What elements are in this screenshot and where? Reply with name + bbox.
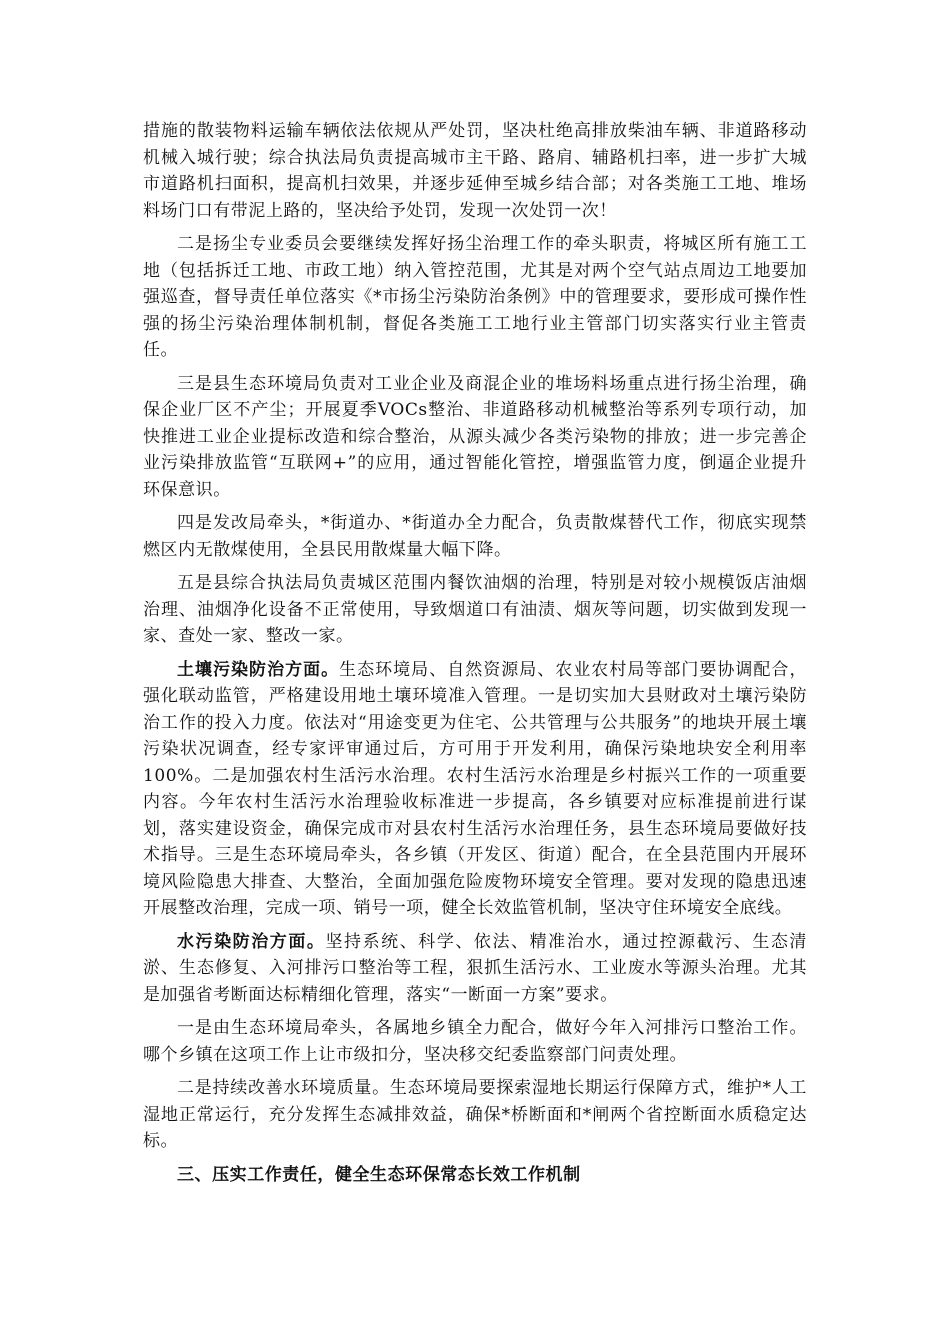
paragraph-text: 一是由生态环境局牵头，各属地乡镇全力配合，做好今年入河排污口整治工作。哪个乡镇在这项工作上让市级扣分，坚决移交纪委监察部门问责处理。 [143, 1018, 807, 1065]
paragraph-text: 措施的散装物料运输车辆依法依规从严处罚，坚决杜绝高排放柴油车辆、非道路移动机械入城行驶；综合执法局负责提高城市主干路、路肩、辅路机扫率，进一步扩大城市道路机扫面积，提高机扫效果，并逐步延伸至城乡结合部；对各类施工工地、堆场料场门口有带泥上路的，坚决给予处罚，发现一次处罚一次！ [143, 121, 807, 221]
paragraph-text: 四是发改局牵头，*街道办、*街道办全力配合，负责散煤替代工作，彻底实现禁燃区内无散煤使用，全县民用散煤量大幅下降。 [143, 513, 807, 560]
paragraph-soil-pollution [143, 657, 807, 922]
paragraph-dust-committee [143, 231, 807, 364]
section-lead-soil: 土壤污染防治方面。 [177, 659, 340, 680]
paragraph-text: 二是持续改善水环境质量。生态环境局要探索湿地长期运行保障方式，维护*人工湿地正常运行，充分发挥生态减排效益，确保*桥断面和*闸两个省控断面水质稳定达标。 [143, 1078, 807, 1151]
paragraph-coal-replacement [143, 510, 807, 563]
paragraph-water-pollution [143, 929, 807, 1009]
paragraph-text: 三是县生态环境局负责对工业企业及商混企业的堆场料场重点进行扬尘治理，确保企业厂区不产尘；开展夏季VOCs整治、非道路移动机械整治等系列专项行动，加快推进工业企业提标改造和综合整治，从源头减少各类污染物的排放；进一步完善企业污染排放监管“互联网+”的应用，通过智能化管控，增强监管力度，倒逼企业提升环保意识。 [143, 373, 807, 500]
paragraph-water-quality [143, 1075, 807, 1155]
paragraph-dust-vehicles [143, 118, 807, 224]
section-heading-three: 三、压实工作责任，健全生态环保常态长效工作机制 [177, 1164, 581, 1185]
section-lead-water: 水污染防治方面。 [177, 931, 326, 952]
paragraph-eco-bureau-industry [143, 371, 807, 504]
paragraph-text: 生态环境局、自然资源局、农业农村局等部门要协调配合，强化联动监管，严格建设用地土壤环境准入管理。一是切实加大县财政对土壤污染防治工作的投入力度。依法对“用途变更为住宅、公共管理与公共服务”的地块开展土壤污染状况调查，经专家评审通过后，方可用于开发利用，确保污染地块安全利用率100%。二是加强农村生活污水治理。农村生活污水治理是乡村振兴工作的一项重要内容。今年农村生活污水治理验收标准进一步提高，各乡镇要对应标准提前进行谋划，落实建设资金，确保完成市对县农村生活污水治理任务，县生态环境局要做好技术指导。三是生态环境局牵头，各乡镇（开发区、街道）配合，在全县范围内开展环境风险隐患大排查、大整治，全面加强危险废物环境安全管理。要对发现的隐患迅速开展整改治理，完成一项、销号一项，健全长效监管机制，坚决守住环境安全底线。 [143, 659, 807, 918]
paragraph-catering-fumes [143, 570, 807, 650]
paragraph-text: 二是扬尘专业委员会要继续发挥好扬尘治理工作的牵头职责，将城区所有施工工地（包括拆迁工地、市政工地）纳入管控范围，尤其是对两个空气站点周边工地要加强巡查，督导责任单位落实《*市扬尘污染防治条例》中的管理要求，要形成可操作性强的扬尘污染治理体制机制，督促各类施工工地行业主管部门切实落实行业主管责任。 [143, 234, 807, 360]
paragraph-text: 坚持系统、科学、依法、精准治水，通过控源截污、生态清淤、生态修复、入河排污口整治等工程，狠抓生活污水、工业废水等源头治理。尤其是加强省考断面达标精细化管理，落实“一断面一方案”要求。 [143, 931, 807, 1005]
document-page [143, 118, 807, 1195]
paragraph-text: 五是县综合执法局负责城区范围内餐饮油烟的治理，特别是对较小规模饭店油烟治理、油烟净化设备不正常使用，导致烟道口有油渍、烟灰等问题，切实做到发现一家、查处一家、整改一家。 [143, 573, 807, 646]
paragraph-outfall-rectification [143, 1015, 807, 1068]
